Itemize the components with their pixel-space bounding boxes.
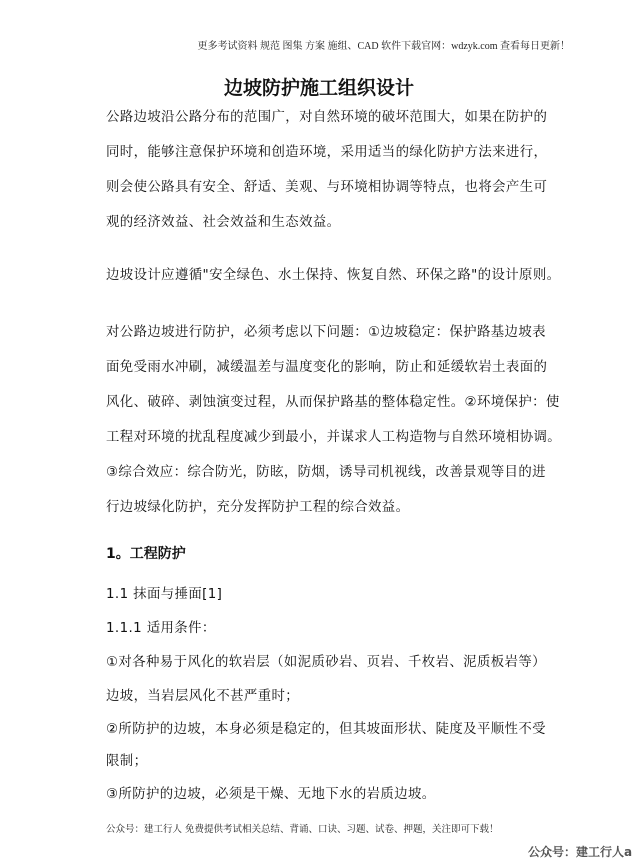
condition-line: ③所防护的边坡，必须是干燥、无地下水的岩质边坡。 xyxy=(106,787,436,802)
sub-heading: 1.1 抹面与捶面[1] xyxy=(106,587,223,602)
sub-sub-heading: 1.1.1 适用条件： xyxy=(106,621,216,636)
paragraph-principle xyxy=(106,258,561,293)
text-line: 观的经济效益、社会效益和生态效益。 xyxy=(106,215,341,230)
paragraph-intro xyxy=(106,100,552,240)
text-line: 同时，能够注意保护环境和创造环境，采用适当的绿化防护方法来进行， xyxy=(106,145,548,160)
header-note: 更多考试资料 规范 图集 方案 施组、CAD 软件下载官网：wdzyk.com 查看每日更新！ xyxy=(197,41,570,52)
condition-line: ①对各种易于风化的软岩层（如泥质砂岩、页岩、千枚岩、泥质板岩等） xyxy=(106,655,546,670)
section-heading: 1。工程防护 xyxy=(106,546,186,562)
watermark: 公众号：建工行人a xyxy=(528,845,633,859)
footer-note: 公众号：建工行人 免费提供考试相关总结、背诵、口诀、习题、试卷、押题，关注即可下载！ xyxy=(106,824,499,835)
document-title: 边坡防护施工组织设计 xyxy=(223,77,414,99)
condition-line: 边坡，当岩层风化不甚严重时； xyxy=(106,689,300,704)
text-line: 行边坡绿化防护，充分发挥防护工程的综合效益。 xyxy=(106,500,410,515)
text-line: 风化、破碎、剥蚀演变过程，从而保护路基的整体稳定性。②环境保护：使 xyxy=(106,395,560,410)
text-line: 面免受雨水冲刷，减缓温差与温度变化的影响，防止和延缓软岩土表面的 xyxy=(106,360,548,375)
condition-line: 限制； xyxy=(106,754,148,769)
text-line: 则会使公路具有安全、舒适、美观、与环境相协调等特点，也将会产生可 xyxy=(106,180,548,195)
text-line: ③综合效应：综合防光，防眩，防烟，诱导司机视线，改善景观等目的进 xyxy=(106,465,546,480)
condition-line: ②所防护的边坡，本身必须是稳定的，但其坡面形状、陡度及平顺性不受 xyxy=(106,722,546,737)
text-line: 工程对环境的扰乱程度减少到最小，并谋求人工构造物与自然环境相协调。 xyxy=(106,430,562,445)
text-line: 对公路边坡进行防护，必须考虑以下问题：①边坡稳定：保护路基边坡表 xyxy=(106,325,546,340)
text-line: 边坡设计应遵循"安全绿色、水土保持、恢复自然、环保之路"的设计原则。 xyxy=(106,268,561,283)
text-line: 公路边坡沿公路分布的范围广，对自然环境的破坏范围大，如果在防护的 xyxy=(106,110,548,125)
paragraph-considerations xyxy=(106,315,562,525)
